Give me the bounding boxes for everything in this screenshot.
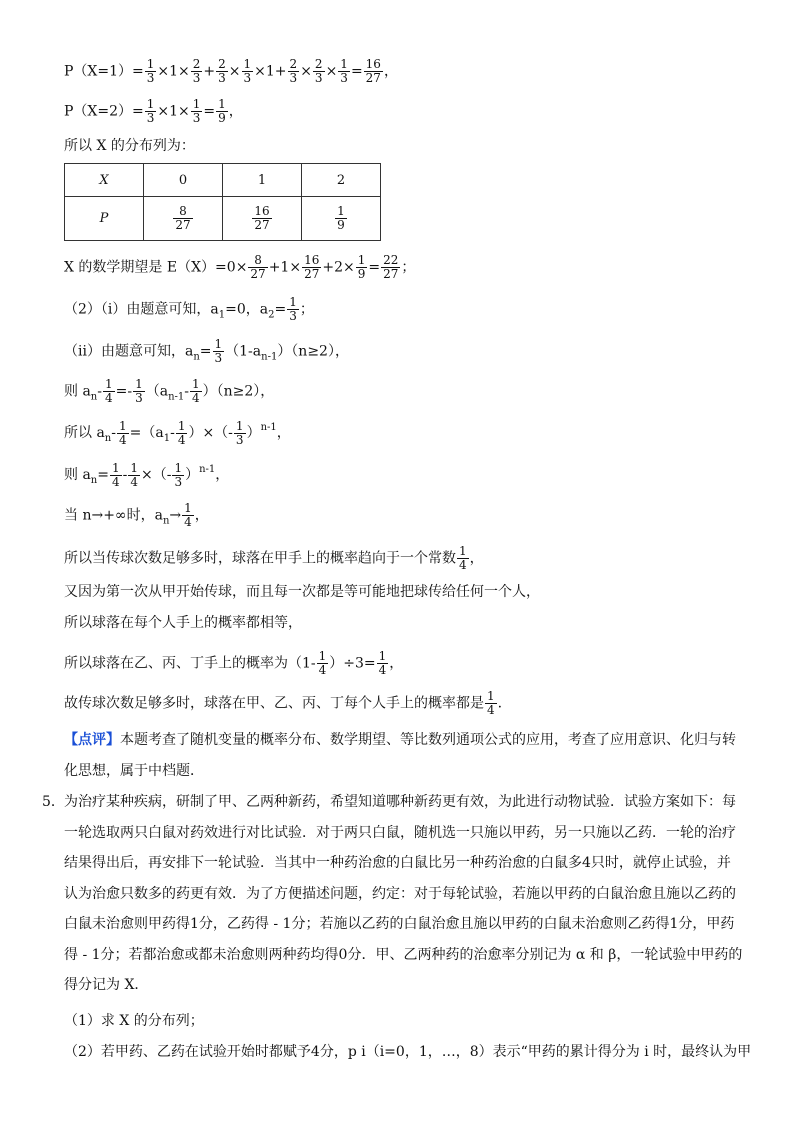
frac: $\frac{1}{4}$: [459, 544, 467, 572]
table-row: [65, 164, 381, 197]
table-header-cell: 0: [144, 164, 223, 197]
eq-p-x1: P（X=1）= $\frac{1}{3}$ ×1× $\frac{2}{3}$ + $\frac{2}{3}$ × $\frac{1}{3}$ ×1+ $\frac{2}{3}$ × $\frac{2}{3}$ × $\frac{1}{3}$ = $\frac{16}{27}$ ，: [64, 57, 398, 85]
final-conclusion-line: 故传球次数足够多时，球落在甲、乙、丙、丁每个人手上的概率都是 $\frac{1}{4}$ .: [64, 689, 503, 717]
problem-5: [42, 787, 744, 1001]
frac: $\frac{22}{27}$: [383, 253, 399, 281]
comment-text: 本题考查了随机变量的概率分布、数学期望、等比数列通项公式的应用，考查了应用意识、化归与转化思想，属于中档题．: [64, 732, 736, 779]
geometric-line: 所以 $a_n-$ $\frac{1}{4}$ $=(a_1-$ $\frac{1}{4}$ ）×（- $\frac{1}{3}$ ）$^{n-1}$，: [64, 418, 291, 447]
question-2: （2）若甲药、乙药在试验开始时都赋予4分，p i（i=0，1，…，8）表示“甲药的累计得分为 i 时，最终认为甲: [64, 1044, 752, 1060]
comment-block: [64, 725, 744, 786]
part2-ii-line: （ii）由题意可知，$a_n=$ $\frac{1}{3}$ $(1-a_{n-1})(n\ge 2)$，: [64, 337, 349, 365]
limit-line: 当 n→+∞时，$a_n\to$ $\frac{1}{4}$ ，: [64, 501, 209, 529]
table-cell: $\frac{8}{27}$: [144, 197, 223, 241]
frac: $\frac{1}{4}$: [130, 460, 138, 489]
problem-number: 5．: [42, 794, 65, 810]
frac: $\frac{1}{4}$: [118, 418, 127, 447]
frac: $\frac{1}{3}$: [146, 97, 155, 125]
frac: $\frac{1}{3}$: [235, 418, 244, 447]
frac: $\frac{16}{27}$: [365, 57, 381, 85]
frac: $\frac{1}{4}$: [487, 689, 495, 717]
frac: $\frac{2}{3}$: [192, 57, 201, 85]
frac: $\frac{1}{4}$: [177, 418, 186, 447]
reason-line: 又因为第一次从甲开始传球，而且每一次都是等可能地把球传给任何一个人，: [64, 584, 540, 600]
others-prob-line: 所以球落在乙、丙、丁手上的概率为（1- $\frac{1}{4}$ ）÷3= $\frac{1}{4}$ ，: [64, 649, 404, 677]
table-row-label: P: [65, 197, 144, 241]
frac: $\frac{2}{3}$: [314, 57, 323, 85]
equal-prob-line: 所以球落在每个人手上的概率都相等，: [64, 615, 302, 631]
table-cell: $\frac{1}{9}$: [302, 197, 381, 241]
frac: $\frac{1}{9}$: [357, 253, 366, 281]
frac: $\frac{1}{3}$: [174, 460, 183, 489]
frac: $\frac{1}{9}$: [218, 97, 226, 125]
frac: $\frac{2}{3}$: [289, 57, 298, 85]
question-1: （1）求 X 的分布列；: [64, 1013, 204, 1029]
table-header-cell: 2: [302, 164, 381, 197]
general-term-line: 则 $a_n=$ $\frac{1}{4}$ - $\frac{1}{4}$ ×（- $\frac{1}{3}$ ）$^{n-1}$，: [64, 460, 230, 489]
comment-tag: 【点评】: [64, 732, 120, 748]
frac: $\frac{2}{3}$: [218, 57, 226, 85]
frac: $\frac{1}{4}$: [184, 501, 192, 529]
table-header-cell: X: [65, 164, 144, 197]
frac: $\frac{1}{3}$: [243, 57, 252, 85]
table-header-cell: 1: [223, 164, 302, 197]
frac: $\frac{1}{3}$: [214, 337, 223, 365]
recurrence-line: 则 $a_n-$ $\frac{1}{4}$ =- $\frac{1}{3}$ （$a_{n-1}-$ $\frac{1}{4}$ ）（n≥2），: [64, 377, 275, 405]
expectation-line: X 的数学期望是 E（X）=0× $\frac{8}{27}$ +1× $\frac{16}{27}$ +2× $\frac{1}{9}$ = $\frac{22}{27}$ ；: [64, 253, 416, 281]
frac: $\frac{1}{4}$: [104, 377, 113, 405]
frac: $\frac{1}{3}$: [192, 97, 201, 125]
problem-text: 为治疗某种疾病，研制了甲、乙两种新药，希望知道哪种新药更有效，为此进行动物试验．试验方案如下：每一轮选取两只白鼠对药效进行对比试验．对于两只白鼠，随机选一只施以甲药，另一只施以乙药．一轮的治疗结果得出后，再安排下一轮试验．当其中一种药治愈的白鼠比另一种药治愈的白鼠多4只时，就停止试验，并认为治愈只数多的药更有效．为了方便描述问题，约定：对于每轮试验，若施以甲药的白鼠治愈且施以乙药的白鼠未治愈则甲药得1分，乙药得 - 1分；若施以乙药的白鼠治愈且施以甲药的白鼠未治愈则乙药得1分，甲药得 - 1分；若都治愈或都未治愈则两种药均得0分．甲、乙两种药的治愈率分别记为 α 和 β，一轮试验中甲药的得分记为 X．: [64, 794, 743, 993]
table-row: [65, 197, 381, 241]
eq-p-x2: P（X=2）= $\frac{1}{3}$ ×1× $\frac{1}{3}$ = $\frac{1}{9}$ ，: [64, 97, 243, 125]
frac: $\frac{1}{3}$: [340, 57, 348, 85]
frac: $\frac{1}{3}$: [289, 295, 297, 323]
part2-i-line: （2）（i）由题意可知，$a_1=0$，$a_2=$ $\frac{1}{3}$ ；: [64, 295, 314, 323]
distribution-intro: 所以 X 的分布列为：: [64, 138, 195, 154]
frac: $\frac{1}{4}$: [111, 460, 120, 489]
frac: $\frac{1}{4}$: [318, 649, 327, 677]
frac: $\frac{1}{3}$: [135, 377, 143, 405]
frac: $\frac{16}{27}$: [304, 253, 320, 281]
table-cell: $\frac{16}{27}$: [223, 197, 302, 241]
distribution-table: [64, 163, 381, 241]
frac: $\frac{8}{27}$: [250, 253, 266, 281]
frac: $\frac{1}{4}$: [378, 649, 387, 677]
frac: $\frac{1}{3}$: [146, 57, 155, 85]
frac: $\frac{1}{4}$: [192, 377, 200, 405]
conclusion-line-1: 所以当传球次数足够多时，球落在甲手上的概率趋向于一个常数 $\frac{1}{4}$ ，: [64, 544, 484, 572]
